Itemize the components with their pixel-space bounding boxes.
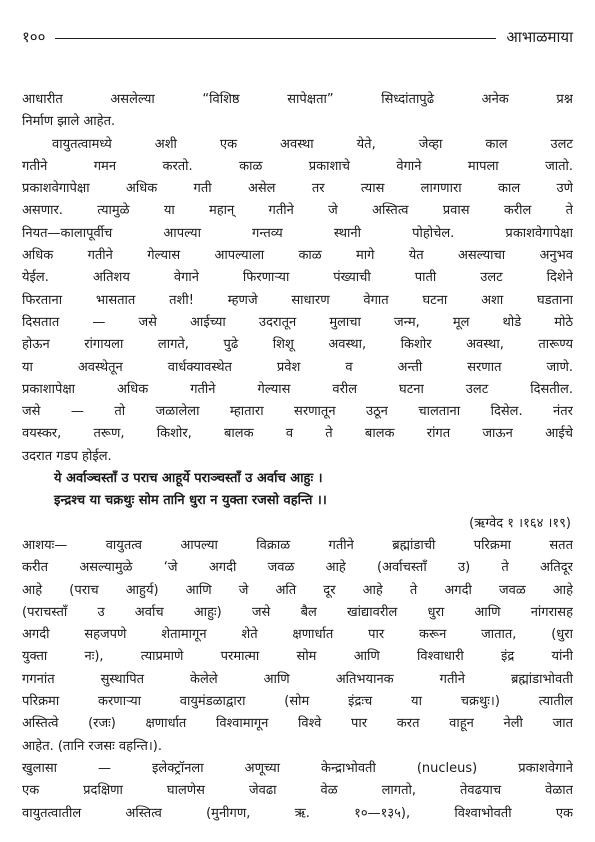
paragraph-line: आधारीत असलेल्या “विशिष्ठ सापेक्षता” सिध्दांतापुढे अनेक प्रश्न [22, 92, 573, 107]
paragraph-line: प्रकाशापेक्षा अधिक गतीने गेल्यास वरील घटना उलट दिसतील. [22, 381, 573, 397]
paragraph-line: असणार. त्यामुळे या महान् गतीने जे अस्तित्व प्रवास करील ते [22, 203, 573, 219]
paragraph-line: आहेत. (तानि रजसः वहन्ति।). [22, 738, 162, 754]
paragraph-line: होऊन रांगायला लागते, पुढे शिशू अवस्था, किशोर अवस्था, तारूण्य [22, 337, 573, 353]
paragraph-line: आहे (पराच आहुर्य) आणि जे अति दूर आहे ते अगदी जवळ आहे [22, 582, 573, 598]
paragraph-line: प्रकाशवेगापेक्षा अधिक गती असेल तर त्यास लागणारा काल उणे [22, 181, 573, 197]
paragraph-line: वायुतत्वातील अस्तित्व (मुनीगण, ऋ. १०—१३५), विश्वाभोवती एक [22, 805, 573, 821]
paragraph-line: नियत—कालापूर्वीच आपल्या गन्तव्य स्थानी पोहोचेल. प्रकाशवेगापेक्षा [22, 225, 573, 241]
paragraph-line: अस्तित्वे (रजः) क्षणार्धात विश्वामागून विश्वे पार करत वाहून नेली जात [22, 716, 573, 732]
paragraph-line: अगदी सहजपणे शेतामागून शेते क्षणार्धात पार करून जातात, (धुरा [22, 627, 573, 643]
verse-reference: (ऋग्वेद १ ।१६४ ।१९) [469, 515, 571, 531]
paragraph-line: अधिक गतीने गेल्यास आपल्याला काळ मागे येत असल्याचा अनुभव [22, 248, 573, 264]
paragraph-line: करीत असल्यामुळे ‘जे अगदी जवळ आहे (अर्वाचस्ताँ उ) ते अतिदूर [22, 560, 573, 576]
sanskrit-verse-line: इन्द्रश्च या चक्रथुः सोम तानि धुरा न युक्ता रजसो वहन्ति ।। [54, 493, 327, 509]
paragraph-line: दिसतात — जसे आईच्या उदरातून मुलाचा जन्म, मूल थोडे मोठे [22, 314, 573, 330]
paragraph-line: वायुतत्वामध्ये अशी एक अवस्था येते, जेव्हा काल उलट [52, 136, 573, 152]
paragraph-line: गतीने गमन करतो. काळ प्रकाशाचे वेगाने मापला जातो. [22, 158, 573, 174]
paragraph-line: आशयः— वायुतत्व आपल्या विक्राळ गतीने ब्रह्मांडाची परिक्रमा सतत [22, 537, 573, 553]
page-header [22, 26, 573, 48]
paragraph-line: गगनांत सुस्थापित केलेले आणि अतिभयानक गतीने ब्रह्मांडाभोवती [22, 671, 573, 687]
paragraph-line: (पराचस्ताँ उ अर्वाच आहुः) जसे बैल खांद्यावरील धुरा आणि नांगरासह [22, 604, 573, 620]
paragraph-line: युक्ता नः), त्याप्रमाणे परमात्मा सोम आणि विश्वाधारी इंद्र यांनी [22, 649, 573, 665]
page-body [22, 89, 573, 825]
sanskrit-verse-line: ये अर्वाञ्चस्ताँ उ पराच आहूर्ये पराञ्चस्ताँ उ अर्वाच आहुः । [54, 471, 323, 487]
paragraph-line: फिरताना भासतात तशी! म्हणजे साधारण वेगात घटना अशा घडताना [22, 292, 573, 308]
running-title: आभाळमाया [506, 28, 573, 46]
page-number: १०० [22, 28, 46, 46]
paragraph-line: निर्माण झाले आहेत. [22, 114, 116, 130]
paragraph-line: उदरात गडप होईल. [22, 448, 112, 464]
paragraph-line: खुलासा — इलेक्ट्रॉनला अणूच्या केन्द्राभोवती (nucleus) प्रकाशवेगाने [22, 760, 573, 776]
paragraph-line: परिक्रमा करणाऱ्या वायुमंडळाद्वारा (सोम इंद्रःच या चक्रथुः।) त्यातील [22, 694, 573, 710]
paragraph-line: जसे — तो जळालेला म्हातारा सरणातून उठून चालताना दिसेल. नंतर [22, 404, 573, 420]
paragraph-line: एक प्रदक्षिणा घालणेस जेवढा वेळ लागतो, तेवढयाच वेळात [22, 783, 573, 799]
paragraph-line: येईल. अतिशय वेगाने फिरणाऱ्या पंख्याची पाती उलट दिशेने [22, 270, 573, 286]
paragraph-line: वयस्कर, तरूण, किशोर, बालक व ते बालक रांगत जाऊन आईचे [22, 426, 573, 442]
header-rule [55, 38, 496, 39]
paragraph-line: या अवस्थेतून वार्धक्यावस्थेत प्रवेश व अन्ती सरणात जाणे. [22, 359, 573, 375]
